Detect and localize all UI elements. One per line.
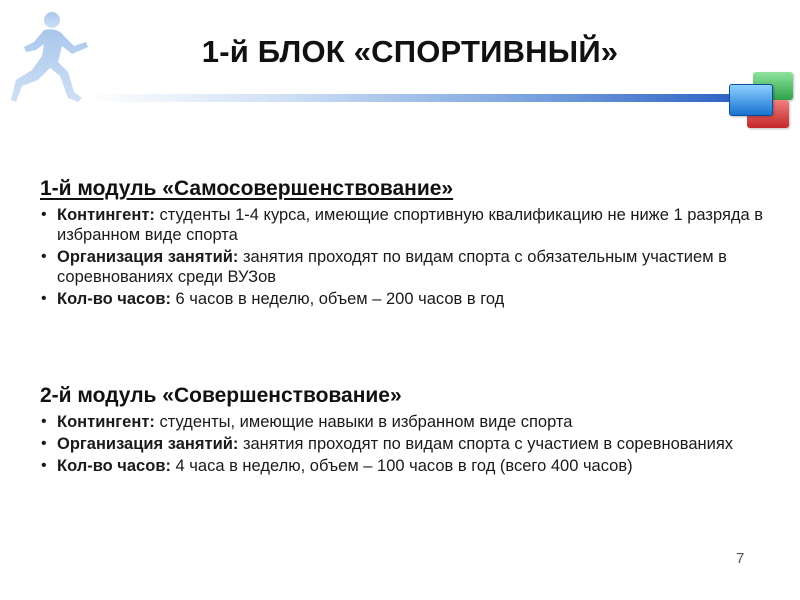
item-label: Кол-во часов:	[57, 457, 171, 475]
bullet-icon: •	[41, 248, 47, 265]
list-item	[40, 434, 780, 454]
item-label: Организация занятий:	[57, 435, 239, 453]
item-label: Кол-во часов:	[57, 290, 171, 308]
bullet-icon: •	[41, 413, 47, 430]
bullet-icon: •	[41, 435, 47, 452]
blue-cube	[729, 84, 773, 116]
module-1	[40, 176, 780, 311]
item-text: студенты 1-4 курса, имеющие спортивную квалификацию не ниже 1 разряда в избранном виде спорта	[57, 206, 764, 244]
item-text: занятия проходят по видам спорта с обязательным участием в соревнованиях среди ВУЗов	[57, 248, 727, 286]
item-text: занятия проходят по видам спорта с участием в соревнованиях	[238, 435, 734, 453]
title-underline-bar	[86, 94, 746, 102]
bullet-icon: •	[41, 290, 47, 307]
list-item	[40, 247, 780, 287]
list-item	[40, 289, 780, 309]
slide-title: 1-й БЛОК «СПОРТИВНЫЙ»	[201, 34, 619, 69]
list-item	[40, 412, 780, 432]
module-1-heading: 1-й модуль «Самосовершенствование»	[40, 177, 454, 200]
list-item	[40, 205, 780, 245]
item-text: 4 часа в неделю, объем – 100 часов в год (всего 400 часов)	[170, 457, 633, 475]
stacked-cubes-icon	[726, 70, 798, 132]
page-number: 7	[736, 550, 745, 567]
module-2-list	[40, 412, 780, 476]
item-text: 6 часов в неделю, объем – 200 часов в год	[170, 290, 505, 308]
item-label: Организация занятий:	[57, 248, 239, 266]
module-2-heading: 2-й модуль «Совершенствование»	[40, 384, 402, 407]
item-label: Контингент:	[57, 206, 155, 224]
item-label: Контингент:	[57, 413, 155, 431]
module-1-list	[40, 205, 780, 309]
bullet-icon: •	[41, 457, 47, 474]
module-2	[40, 383, 780, 478]
item-text: студенты, имеющие навыки в избранном виде спорта	[154, 413, 573, 431]
list-item	[40, 456, 780, 476]
bullet-icon: •	[41, 206, 47, 223]
